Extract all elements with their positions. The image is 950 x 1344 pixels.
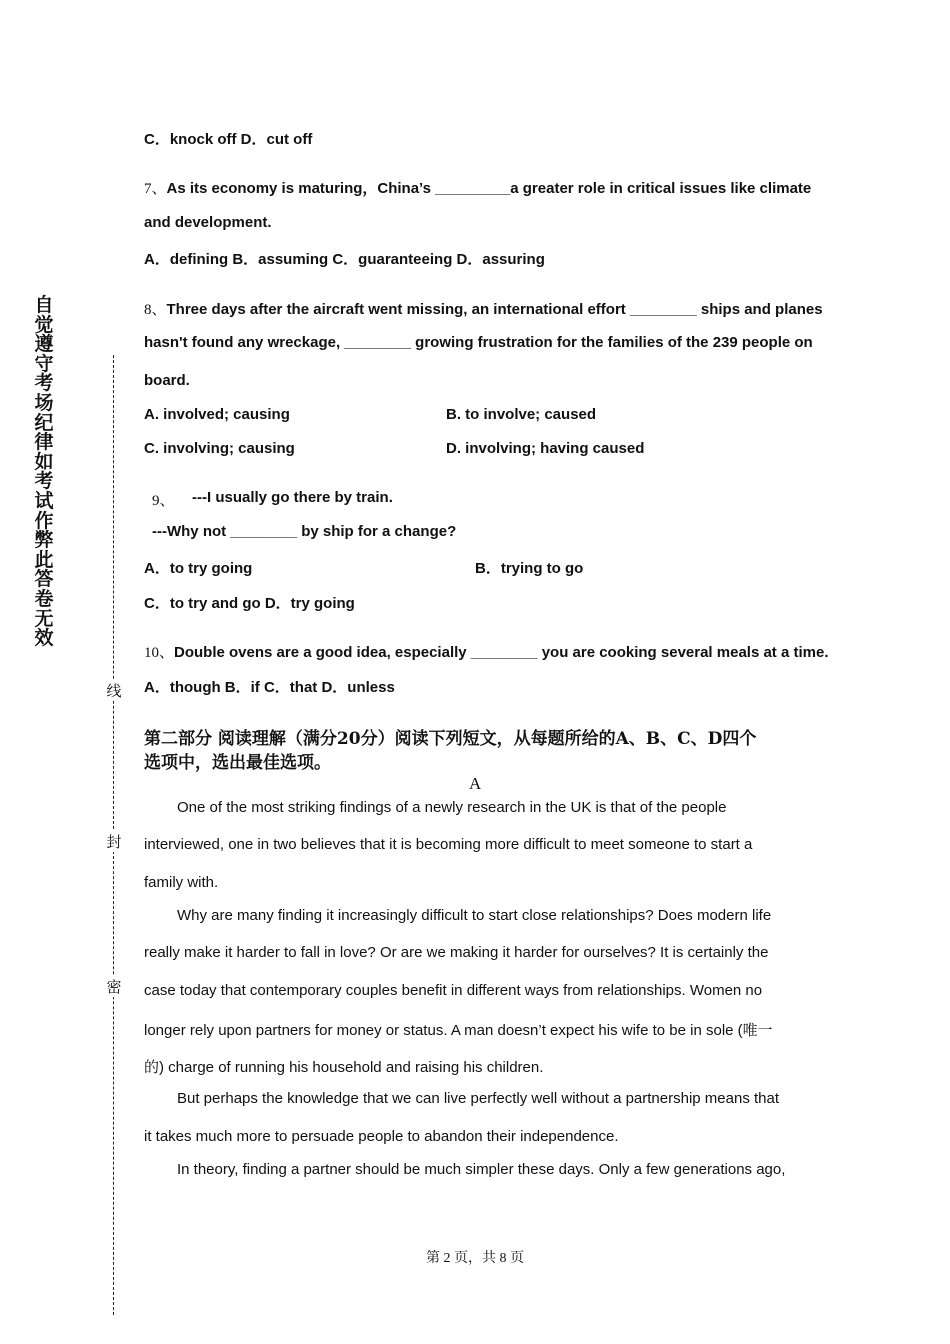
q8-option-c: C. involving; causing: [144, 440, 295, 457]
q7-options: A．defining B．assuming C．guaranteeing D．assuring: [144, 251, 545, 268]
q9-line1: ---I usually go there by train.: [192, 489, 393, 506]
q8-line2: hasn't found any wreckage, ________ growing frustration for the families of the 239 people on: [144, 334, 813, 351]
q9-options-cd: C．to try and go D．try going: [144, 595, 355, 612]
part2-heading-line1: 第二部分 阅读理解（满分20分）阅读下列短文，从每题所给的A、B、C、D四个: [144, 729, 757, 749]
q8-line1: [144, 298, 823, 319]
q7-line1: [144, 177, 811, 198]
q7-number: 7、: [144, 181, 167, 197]
passage-line: it takes much more to persuade people to abandon their independence.: [144, 1128, 619, 1145]
passage-line: case today that contemporary couples benefit in different ways from relationships. Women no: [144, 982, 763, 999]
passage-label: A: [469, 774, 482, 793]
binding-mark-dense: 密: [106, 978, 122, 996]
q8-number: 8、: [144, 302, 167, 318]
q8-option-d: D. involving; having caused: [446, 440, 645, 457]
passage-line: 的) charge of running his household and raising his children.: [144, 1059, 544, 1076]
q7-stem: As its economy is maturing，China’s _________a greater role in critical issues like climate: [166, 180, 812, 197]
q10-stem: Double ovens are a good idea, especially ________ you are cooking several meals at a time.: [174, 644, 829, 661]
passage-line: longer rely upon partners for money or status. A man doesn’t expect his wife to be in sole (唯一: [144, 1022, 773, 1039]
passage-line: really make it harder to fall in love? Or are we making it harder for ourselves? It is certainly the: [144, 944, 769, 961]
passage-line: One of the most striking findings of a newly research in the UK is that of the people: [177, 799, 727, 816]
passage-line: family with.: [144, 874, 219, 891]
q10-number: 10、: [144, 645, 175, 661]
q6-options-cd: C．knock off D．cut off: [144, 131, 313, 148]
binding-mark-line: 线: [106, 682, 122, 700]
q7-line2: and development.: [144, 214, 272, 231]
q9-option-b: B．trying to go: [475, 560, 584, 577]
q9-number: 9、: [152, 493, 175, 509]
exam-rules-warning: 自觉遵守考场纪律如考试作弊此答卷无效: [34, 294, 54, 650]
passage-line: In theory, finding a partner should be much simpler these days. Only a few generations ago,: [177, 1161, 786, 1178]
binding-mark-seal: 封: [106, 833, 122, 851]
q10-line1: [144, 641, 829, 662]
q9-option-a: A．to try going: [144, 560, 253, 577]
q8-option-b: B. to involve; caused: [446, 406, 597, 423]
q10-options: A．though B．if C．that D．unless: [144, 679, 395, 696]
q8-stem: Three days after the aircraft went missing, an international effort ________ ships and planes: [166, 301, 823, 318]
passage-line: Why are many finding it increasingly difficult to start close relationships? Does modern life: [177, 907, 772, 924]
passage-line: interviewed, one in two believes that it is becoming more difficult to meet someone to start a: [144, 836, 753, 853]
part2-heading-line2: 选项中，选出最佳选项。: [144, 753, 331, 773]
passage-line: But perhaps the knowledge that we can live perfectly well without a partnership means that: [177, 1090, 780, 1107]
page-footer: 第 2 页，共 8 页: [426, 1251, 524, 1266]
q9-line2: ---Why not ________ by ship for a change?: [152, 523, 457, 540]
q8-line3: board.: [144, 372, 190, 389]
q8-option-a: A. involved; causing: [144, 406, 290, 423]
